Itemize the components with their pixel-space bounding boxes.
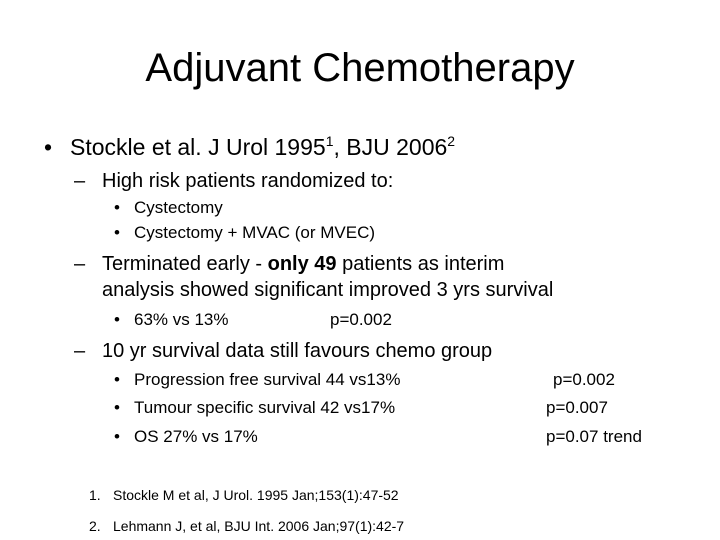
reference-number: 2.	[89, 518, 101, 534]
dot-marker: •	[114, 427, 120, 446]
dot-marker: •	[114, 223, 120, 242]
dash-marker: –	[74, 340, 86, 362]
high-risk-label: High risk patients randomized to:	[102, 170, 394, 192]
dot-marker: •	[114, 198, 120, 217]
dash-marker: –	[74, 170, 86, 192]
reference-number: 1.	[89, 487, 101, 503]
main-bullet-text	[70, 133, 455, 161]
terminated-pre: Terminated early -	[102, 253, 268, 275]
arm-item: Cystectomy	[134, 198, 223, 217]
ten-year-label: 10 yr survival data still favours chemo group	[102, 340, 493, 362]
footnote-ref-2: 2	[447, 133, 456, 149]
slide-title: Adjuvant Chemotherapy	[145, 46, 575, 90]
survival-p-value: p=0.07 trend	[546, 427, 642, 446]
terminated-line-2: analysis showed significant improved 3 yrs survival	[102, 279, 554, 301]
arm-item: Cystectomy + MVAC (or MVEC)	[134, 223, 376, 242]
footnote-ref-1: 1	[325, 133, 334, 149]
terminated-bold: only 49	[267, 253, 337, 275]
dot-marker: •	[114, 398, 120, 417]
terminated-post: patients as interim	[336, 253, 505, 275]
terminated-line-1	[102, 252, 504, 277]
dot-marker: •	[114, 310, 120, 329]
reference-text: Stockle M et al, J Urol. 1995 Jan;153(1):47-52	[113, 487, 399, 503]
reference-text: Lehmann J, et al, BJU Int. 2006 Jan;97(1):42-7	[113, 518, 405, 534]
dash-marker: –	[74, 253, 86, 275]
survival-item: Tumour specific survival 42 vs17%	[134, 398, 396, 417]
survival-item: OS 27% vs 17%	[134, 427, 258, 446]
citation-stockle: Stockle et al. J Urol 1995	[70, 134, 326, 160]
bullet-marker: •	[44, 134, 53, 160]
citation-bju: , BJU 2006	[333, 134, 448, 160]
result-text: 63% vs 13%	[134, 310, 229, 329]
survival-p-value: p=0.002	[553, 370, 615, 389]
survival-p-value: p=0.007	[546, 398, 608, 417]
dot-marker: •	[114, 370, 120, 389]
survival-item: Progression free survival 44 vs13%	[134, 370, 401, 389]
result-p-value: p=0.002	[330, 310, 392, 329]
